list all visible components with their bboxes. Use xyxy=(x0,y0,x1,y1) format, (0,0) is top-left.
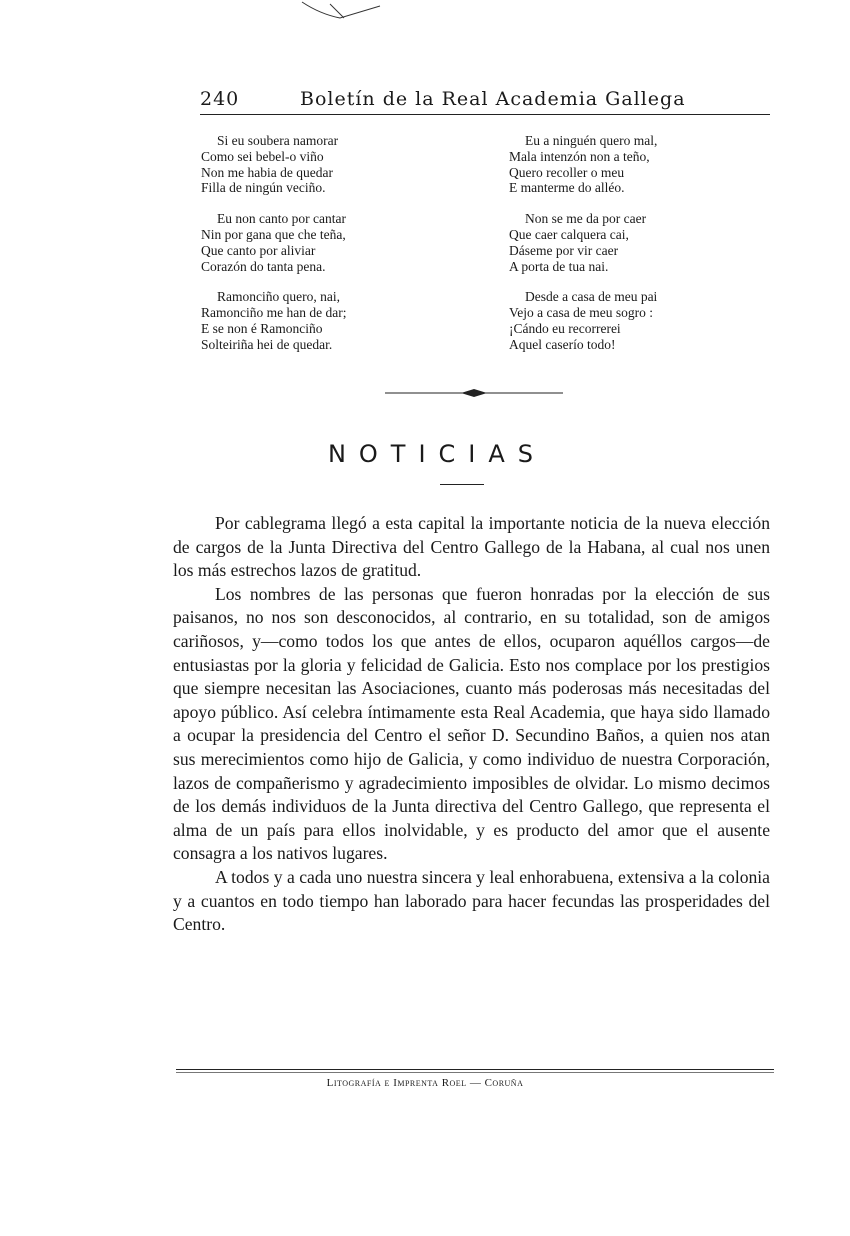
verse: A porta de tua nai. xyxy=(509,258,609,274)
verse: Filla de ningún veciño. xyxy=(201,180,326,196)
verse: Non se me da por caer xyxy=(525,211,647,227)
verse: Como sei bebel-o viño xyxy=(201,148,324,164)
verse: Si eu soubera namorar xyxy=(217,133,339,148)
verse: Que caer calquera cai, xyxy=(509,226,629,242)
verse: E se non é Ramonciño xyxy=(201,320,323,336)
paragraph: Por cablegrama llegó a esta capital la importante noticia de la nueva elección de cargos de la Junta Directiva del Centro Gallego de la Habana, al cual nos unen los más estrechos lazos de gratitud. xyxy=(173,513,770,581)
footer-rule xyxy=(176,1069,774,1070)
article-body xyxy=(173,512,770,937)
stanza xyxy=(509,289,749,352)
verse: Dáseme por vir caer xyxy=(509,242,619,258)
stanza xyxy=(201,133,441,196)
verse: Eu non canto por cantar xyxy=(217,211,346,227)
verse: Desde a casa de meu pai xyxy=(525,289,658,305)
verse: Vejo a casa de meu sogro : xyxy=(509,305,653,321)
stanza xyxy=(509,211,749,274)
verse: ¡Cándo eu recorrerei xyxy=(509,320,621,336)
poem-right-column xyxy=(509,133,749,368)
running-title: Boletín de la Real Academia Gallega xyxy=(300,88,686,110)
section-divider-ornament xyxy=(385,386,563,400)
header-rule xyxy=(200,114,770,115)
top-edge-ornament xyxy=(300,0,390,22)
verse: Que canto por aliviar xyxy=(201,242,316,258)
verse: Corazón do tanta pena. xyxy=(201,258,326,274)
printer-imprint: Litografía e Imprenta Roel — Coruña xyxy=(326,1077,524,1089)
verse: Ramonciño quero, nai, xyxy=(217,289,340,305)
paragraph: Los nombres de las personas que fueron honradas por la elección de sus paisanos, no nos son desconocidos, al contrario, en su totalidad, son de amigos cariñosos, y—como todos los que antes de ellos, ocuparon aquéllos cargos—de entusiastas por la gloria y felicidad de Galicia. Esto nos complace por los prestigios que siempre necesitan las Asociaciones, cuanto más poderosas más necesitadas del apoyo público. Así celebra íntimamente esta Real Academia, que haya sido llamado a ocupar la presidencia del Centro el señor D. Secundino Baños, a quien nos atan sus merecimientos como hijo de Galicia, y como individuo de nuestra Corporación, lazos de compañerismo y agradecimiento imposibles de olvidar. Lo mismo decimos de los demás individuos de la Junta directiva del Centro Gallego, que representa el alma de un país para ellos inolvidable, y es producto del amor que el ausente consagra a los nativos lugares. xyxy=(173,583,770,864)
section-title: NOTICIAS xyxy=(327,440,547,468)
verse: Nin por gana que che teña, xyxy=(201,226,346,242)
poem-left-column xyxy=(201,133,441,368)
verse: E manterme do alléo. xyxy=(509,180,625,196)
page-number: 240 xyxy=(200,88,240,110)
verse: Aquel caserío todo! xyxy=(509,336,616,352)
title-rule xyxy=(440,484,484,485)
stanza xyxy=(201,289,441,352)
stanza xyxy=(509,133,749,196)
verse: Eu a ninguén quero mal, xyxy=(525,133,658,148)
verse: Mala intenzón non a teño, xyxy=(509,148,650,164)
verse: Non me habia de quedar xyxy=(201,164,333,180)
verse: Ramonciño me han de dar; xyxy=(201,305,347,321)
verse: Solteiriña hei de quedar. xyxy=(201,336,333,352)
footer-rule-thin xyxy=(176,1072,774,1073)
stanza xyxy=(201,211,441,274)
page-header xyxy=(200,88,770,112)
paragraph: A todos y a cada uno nuestra sincera y leal enhorabuena, extensiva a la colonia y a cuantos en todo tiempo han laborado para hacer fecundas las prosperidades del Centro. xyxy=(173,866,770,935)
verse: Quero recoller o meu xyxy=(509,164,625,180)
